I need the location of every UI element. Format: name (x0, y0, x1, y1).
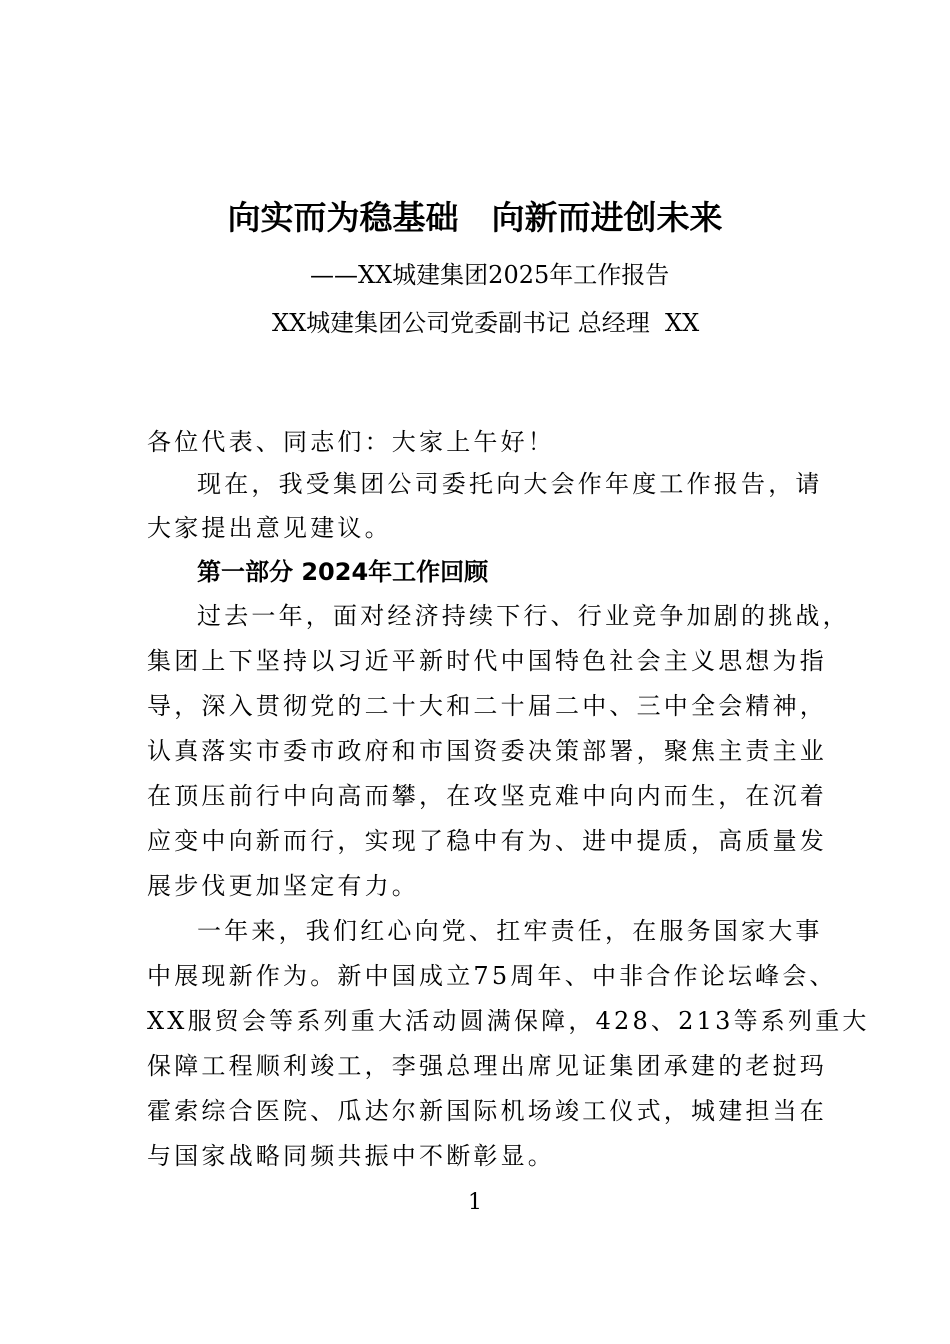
paragraph-line: XX服贸会等系列重大活动圆满保障，428、213等系列重大 (147, 1007, 870, 1035)
paragraph-line: 过去一年，面对经济持续下行、行业竞争加剧的挑战， (197, 602, 850, 630)
paragraph-line: 霍索综合医院、瓜达尔新国际机场竣工仪式，城建担当在 (147, 1097, 827, 1125)
paragraph-line: 应变中向新而行，实现了稳中有为、进中提质，高质量发 (147, 827, 827, 855)
greeting-line: 各位代表、同志们：大家上午好！ (147, 428, 555, 456)
paragraph-line: 展步伐更加坚定有力。 (147, 872, 419, 900)
document-subtitle: ——XX城建集团2025年工作报告 (310, 261, 670, 289)
paragraph-line: 保障工程顺利竣工，李强总理出席见证集团承建的老挝玛 (147, 1052, 827, 1080)
paragraph-line: 与国家战略同频共振中不断彰显。 (147, 1142, 555, 1170)
paragraph-line: 在顶压前行中向高而攀，在攻坚克难中向内而生，在沉着 (147, 782, 827, 810)
paragraph-line: 认真落实市委市政府和市国资委决策部署，聚焦主责主业 (147, 737, 827, 765)
paragraph-line: 一年来，我们红心向党、扛牢责任，在服务国家大事 (197, 917, 823, 945)
author-line: XX城建集团公司党委副书记 总经理 XX (272, 309, 700, 337)
section-heading: 第一部分 2024年工作回顾 (197, 558, 489, 586)
paragraph-line: 导，深入贯彻党的二十大和二十届二中、三中全会精神， (147, 692, 827, 720)
page-number: 1 (468, 1190, 482, 1215)
paragraph-line: 现在，我受集团公司委托向大会作年度工作报告，请 (197, 470, 823, 498)
paragraph-line: 大家提出意见建议。 (147, 514, 392, 542)
paragraph-line: 中展现新作为。新中国成立75周年、中非合作论坛峰会、 (147, 962, 837, 990)
paragraph-line: 集团上下坚持以习近平新时代中国特色社会主义思想为指 (147, 647, 827, 675)
document-title: 向实而为稳基础 向新而进创未来 (227, 198, 723, 237)
